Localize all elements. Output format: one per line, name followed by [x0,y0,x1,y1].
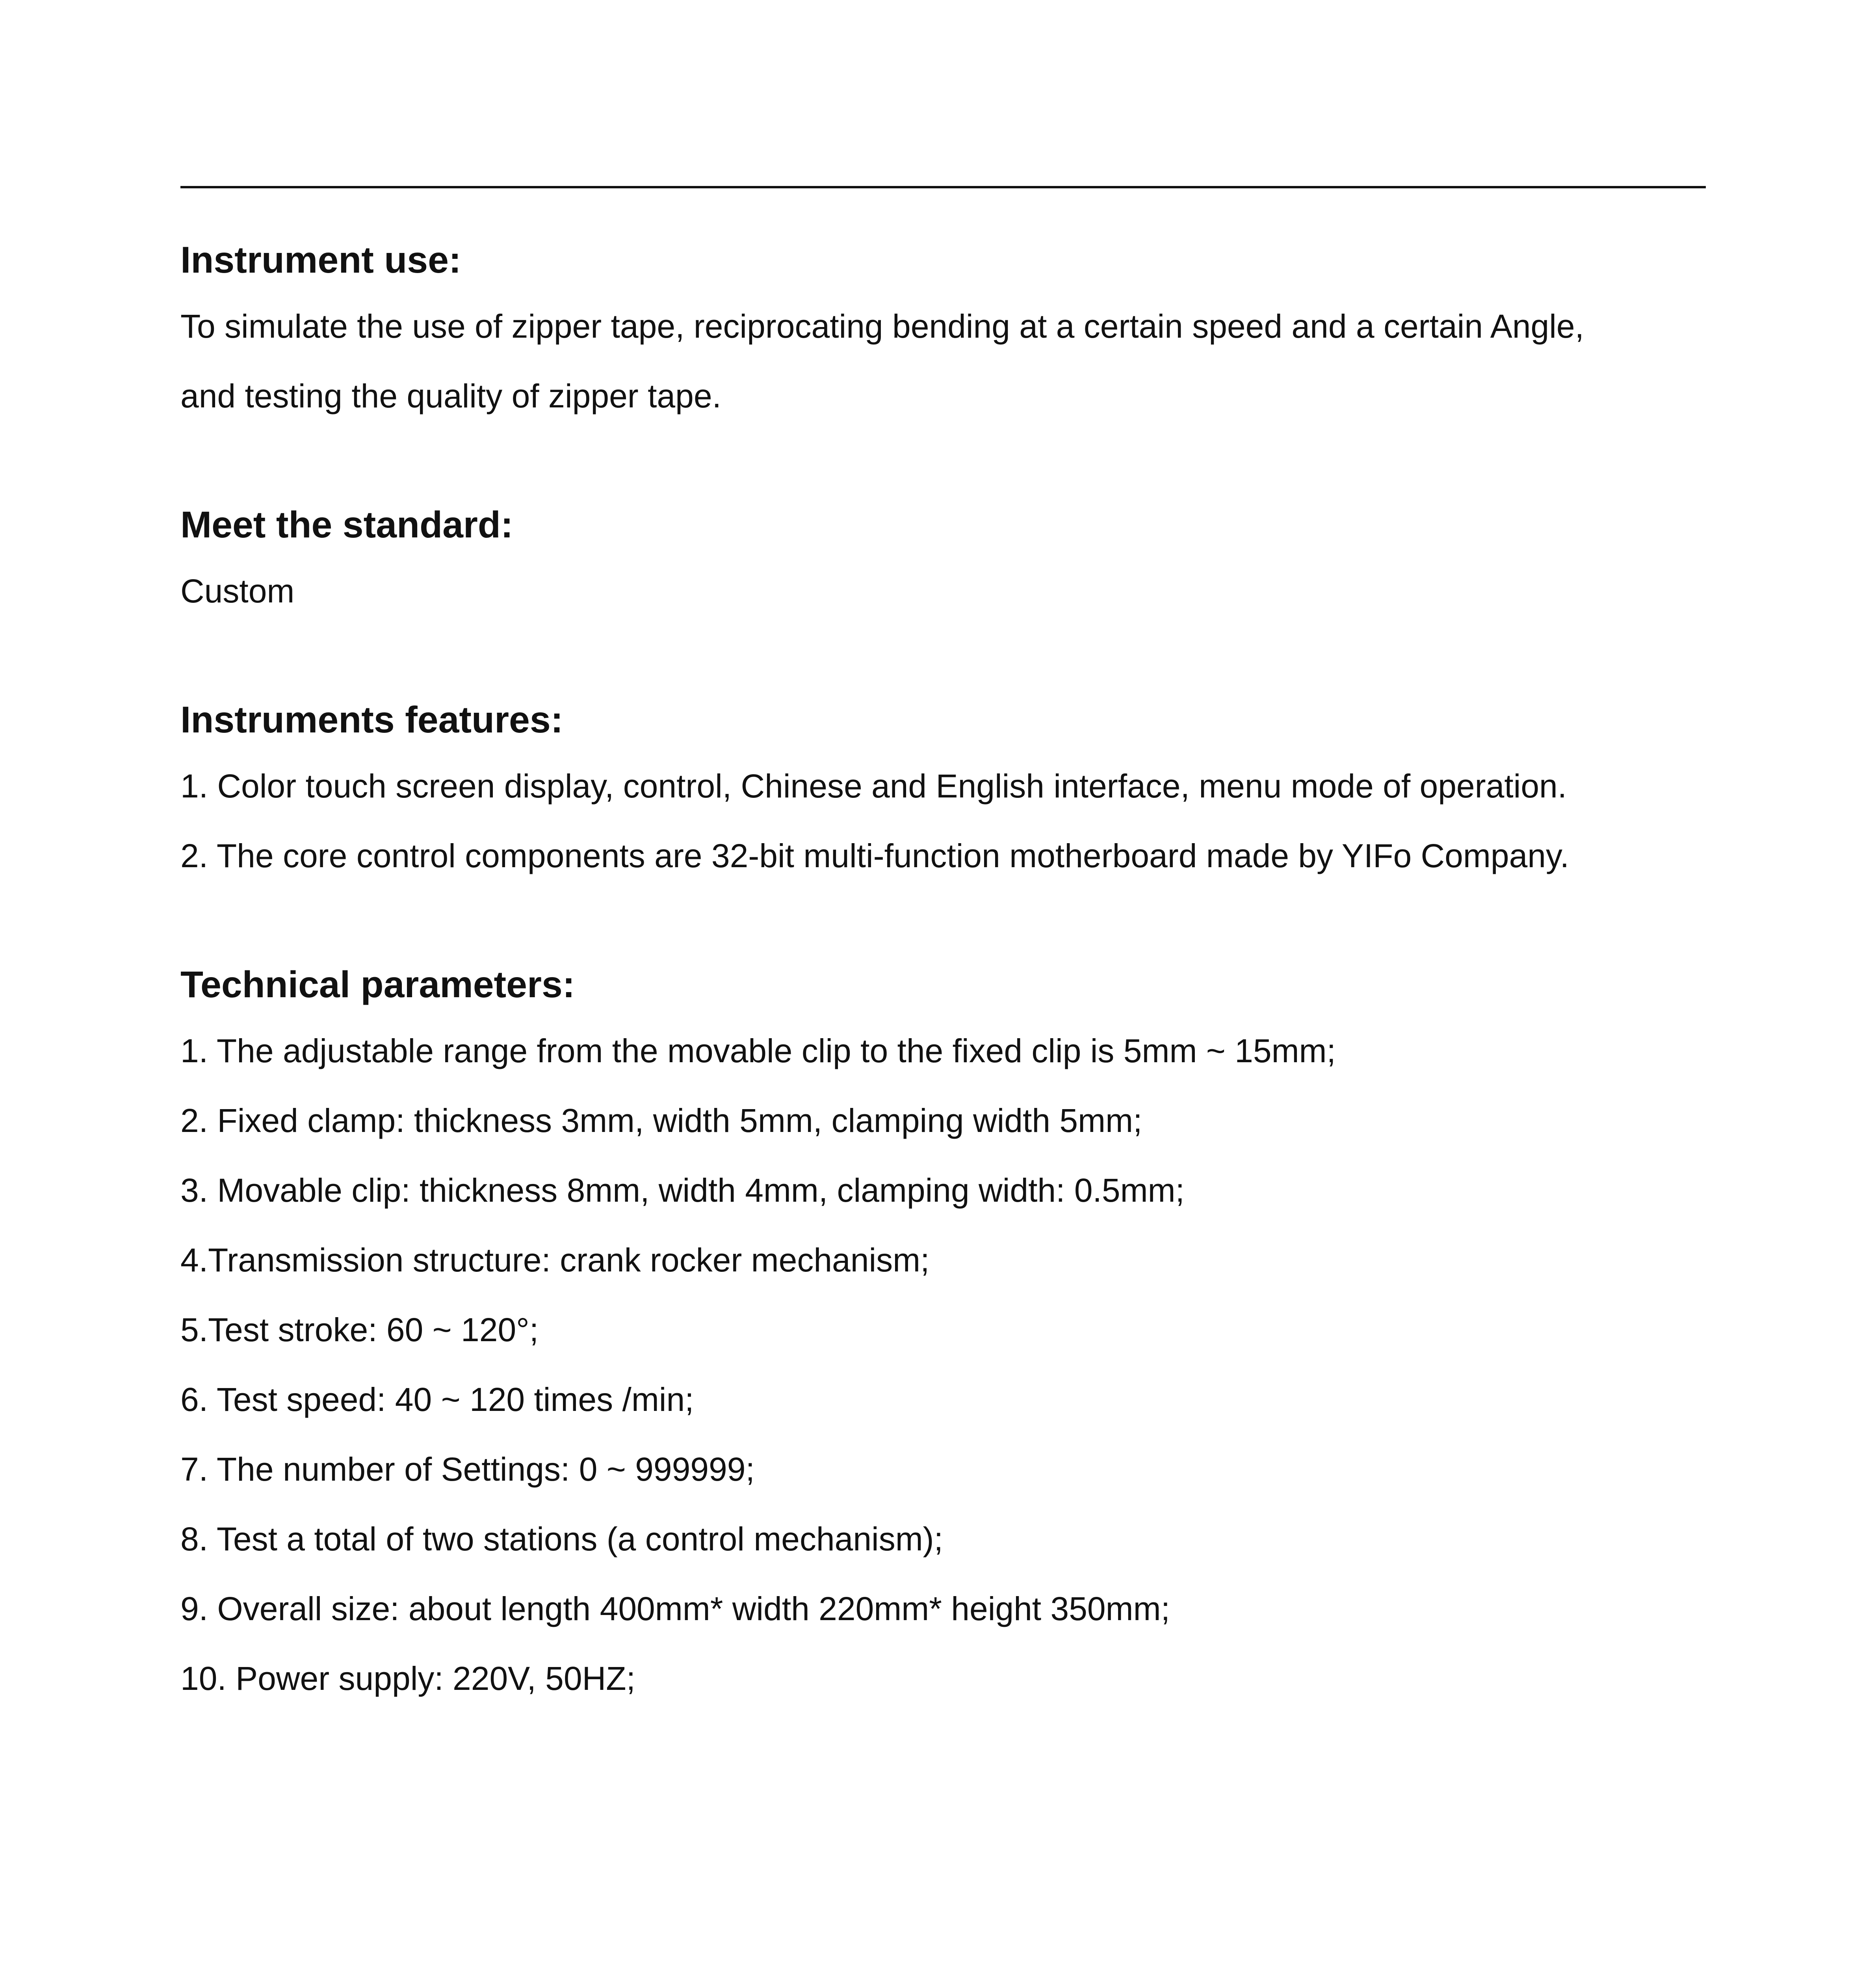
list-item: 2. Fixed clamp: thickness 3mm, width 5mm, clamping width 5mm; [180,1102,1142,1139]
section-instrument-use [180,236,1717,431]
list-item: 3. Movable clip: thickness 8mm, width 4mm, clamping width: 0.5mm; [180,1172,1185,1209]
list-item: 6. Test speed: 40 ~ 120 times /min; [180,1381,694,1418]
section-heading: Instruments features: [180,699,563,741]
section-technical-parameters [180,961,1717,1714]
list-item: 7. The number of Settings: 0 ~ 999999; [180,1451,755,1488]
features-list [180,751,1717,891]
section-heading: Technical parameters: [180,964,575,1005]
body-line: and testing the quality of zipper tape. [180,377,721,414]
list-item: 4.Transmission structure: crank rocker mechanism; [180,1241,930,1279]
list-item: 10. Power supply: 220V, 50HZ; [180,1660,635,1697]
list-item: 1. Color touch screen display, control, Chinese and English interface, menu mode of operation. [180,768,1567,805]
document-body [180,236,1717,1784]
list-item: 1. The adjustable range from the movable clip to the fixed clip is 5mm ~ 15mm; [180,1032,1336,1069]
body-line: Custom [180,572,295,610]
list-item: 5.Test stroke: 60 ~ 120°; [180,1311,539,1348]
section-heading: Meet the standard: [180,504,513,546]
list-item: 8. Test a total of two stations (a control mechanism); [180,1520,943,1557]
parameters-list [180,1016,1717,1714]
list-item: 9. Overall size: about length 400mm* width 220mm* height 350mm; [180,1590,1170,1627]
section-meet-standard [180,501,1717,626]
body-line: To simulate the use of zipper tape, reciprocating bending at a certain speed and a certain Angle, [180,308,1584,345]
list-item: 2. The core control components are 32-bit multi-function motherboard made by YIFo Company. [180,837,1570,874]
header-rule [180,186,1706,188]
section-heading: Instrument use: [180,239,461,281]
section-instrument-features [180,696,1717,891]
